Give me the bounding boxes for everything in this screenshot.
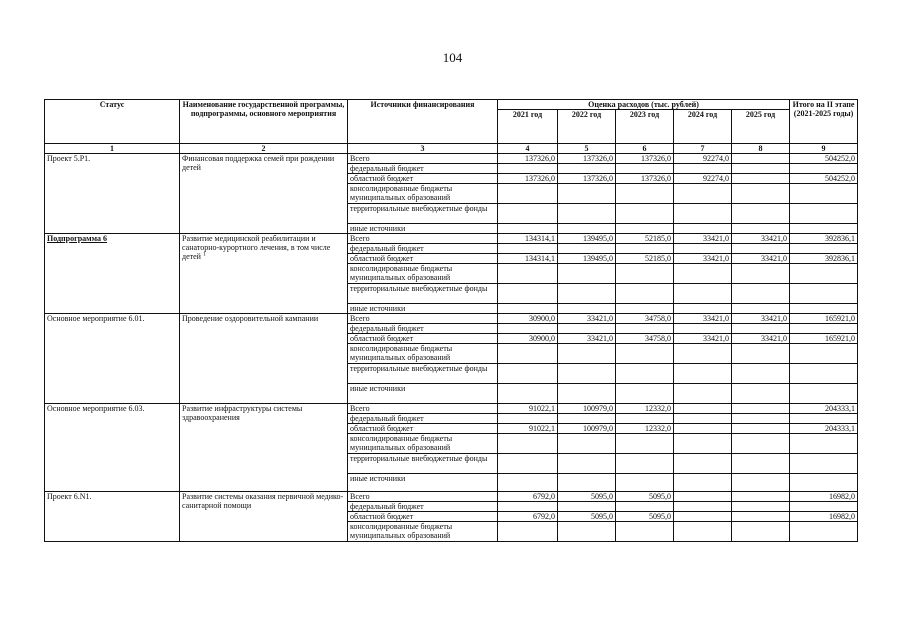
header-sources: Источники финансирования — [348, 100, 498, 144]
row-year-value — [558, 324, 616, 334]
header-name: Наименование государственной программы, подпрограммы, основного мероприятия — [180, 100, 348, 144]
row-year-value — [498, 284, 558, 304]
row-year-value — [498, 164, 558, 174]
row-year-value: 137326,0 — [498, 154, 558, 164]
program-name-text: Проведение оздоровительной кампании — [182, 314, 319, 323]
row-year-value — [732, 184, 790, 204]
row-year-value — [616, 184, 674, 204]
row-total-value — [790, 244, 858, 254]
row-year-value — [674, 264, 732, 284]
row-source: консолидированные бюджеты муниципальных образований — [348, 344, 498, 364]
row-year-value — [732, 264, 790, 284]
row-year-value — [558, 284, 616, 304]
column-number: 1 — [45, 144, 180, 154]
row-year-value — [558, 164, 616, 174]
status-text: Основное мероприятие 6.03. — [47, 404, 145, 413]
row-year-value: 33421,0 — [732, 254, 790, 264]
row-year-value — [498, 364, 558, 384]
row-year-value — [674, 474, 732, 492]
row-year-value — [558, 454, 616, 474]
header-year: 2023 год — [616, 110, 674, 144]
row-year-value — [732, 404, 790, 414]
row-year-value — [558, 522, 616, 542]
row-total-value — [790, 434, 858, 454]
row-year-value — [498, 304, 558, 314]
row-year-value — [732, 424, 790, 434]
row-year-value — [616, 244, 674, 254]
row-year-value — [732, 284, 790, 304]
row-status — [45, 404, 180, 492]
row-year-value: 33421,0 — [558, 334, 616, 344]
row-year-value — [732, 502, 790, 512]
row-year-value — [732, 414, 790, 424]
row-year-value: 12332,0 — [616, 424, 674, 434]
row-year-value — [616, 204, 674, 224]
row-year-value: 137326,0 — [498, 174, 558, 184]
status-text: Подпрограмма 6 — [47, 234, 108, 243]
row-year-value — [674, 522, 732, 542]
row-year-value: 137326,0 — [558, 174, 616, 184]
row-year-value — [616, 264, 674, 284]
row-year-value — [674, 404, 732, 414]
row-year-value — [616, 324, 674, 334]
row-year-value — [732, 434, 790, 454]
row-year-value: 12332,0 — [616, 404, 674, 414]
row-year-value: 139495,0 — [558, 234, 616, 244]
row-year-value — [732, 164, 790, 174]
status-text: Проект 5.Р1. — [47, 154, 91, 163]
row-year-value — [732, 364, 790, 384]
row-year-value: 100979,0 — [558, 424, 616, 434]
row-status — [45, 314, 180, 404]
header-year: 2025 год — [732, 110, 790, 144]
header-total: Итого на II этапе (2021-2025 годы) — [790, 100, 858, 144]
row-year-value — [674, 384, 732, 404]
row-total-value — [790, 264, 858, 284]
row-year-value: 33421,0 — [732, 334, 790, 344]
row-total-value — [790, 454, 858, 474]
row-year-value: 92274,0 — [674, 154, 732, 164]
row-year-value: 6792,0 — [498, 492, 558, 502]
row-year-value — [498, 384, 558, 404]
row-year-value — [732, 174, 790, 184]
row-source: иные источники — [348, 304, 498, 314]
row-year-value: 30900,0 — [498, 314, 558, 324]
row-total-value: 16982,0 — [790, 492, 858, 502]
row-program-name — [180, 314, 348, 404]
page-number: 104 — [442, 50, 463, 65]
row-total-value — [790, 522, 858, 542]
row-year-value — [498, 264, 558, 284]
row-year-value: 52185,0 — [616, 234, 674, 244]
row-year-value — [616, 284, 674, 304]
row-source: иные источники — [348, 224, 498, 234]
row-source: Всего — [348, 234, 498, 244]
row-year-value: 33421,0 — [674, 234, 732, 244]
row-year-value: 137326,0 — [558, 154, 616, 164]
header-estimate: Оценка расходов (тыс. рублей) — [498, 100, 790, 110]
table-row — [45, 234, 858, 244]
row-source: областной бюджет — [348, 424, 498, 434]
row-status — [45, 492, 180, 542]
table-row — [45, 492, 858, 502]
row-year-value — [498, 204, 558, 224]
row-year-value — [616, 414, 674, 424]
row-year-value — [498, 224, 558, 234]
row-total-value — [790, 184, 858, 204]
row-year-value: 33421,0 — [558, 314, 616, 324]
row-year-value — [616, 224, 674, 234]
row-year-value — [616, 364, 674, 384]
row-year-value — [674, 512, 732, 522]
row-source: Всего — [348, 404, 498, 414]
row-source: федеральный бюджет — [348, 414, 498, 424]
row-year-value — [674, 454, 732, 474]
row-source: территориальные внебюджетные фонды — [348, 454, 498, 474]
row-total-value: 165921,0 — [790, 314, 858, 324]
row-year-value — [558, 244, 616, 254]
row-year-value — [616, 384, 674, 404]
row-program-name — [180, 234, 348, 314]
row-source: областной бюджет — [348, 334, 498, 344]
row-source: Всего — [348, 154, 498, 164]
row-program-name — [180, 492, 348, 542]
row-year-value — [558, 304, 616, 314]
row-year-value — [498, 522, 558, 542]
row-year-value — [732, 492, 790, 502]
row-year-value — [732, 522, 790, 542]
row-year-value — [558, 434, 616, 454]
row-year-value — [616, 434, 674, 454]
row-year-value: 5095,0 — [616, 492, 674, 502]
row-source: Всего — [348, 492, 498, 502]
row-year-value — [616, 502, 674, 512]
row-total-value — [790, 324, 858, 334]
program-name-text: Развитие инфраструктуры системы здравоохранения — [182, 404, 303, 422]
row-year-value — [558, 414, 616, 424]
row-year-value: 30900,0 — [498, 334, 558, 344]
row-total-value: 204333,1 — [790, 424, 858, 434]
row-year-value — [498, 324, 558, 334]
row-year-value: 33421,0 — [674, 334, 732, 344]
row-source: иные источники — [348, 474, 498, 492]
row-source: областной бюджет — [348, 512, 498, 522]
row-total-value — [790, 304, 858, 314]
row-year-value: 134314,1 — [498, 254, 558, 264]
row-year-value — [674, 224, 732, 234]
row-year-value — [674, 434, 732, 454]
table-row — [45, 154, 858, 164]
row-year-value: 5095,0 — [616, 512, 674, 522]
row-year-value — [498, 414, 558, 424]
row-year-value — [558, 344, 616, 364]
row-year-value — [674, 244, 732, 254]
column-number: 4 — [498, 144, 558, 154]
row-year-value — [674, 184, 732, 204]
row-year-value: 91022,1 — [498, 404, 558, 414]
table-row — [45, 314, 858, 324]
row-year-value — [674, 492, 732, 502]
row-status — [45, 154, 180, 234]
header-year: 2021 год — [498, 110, 558, 144]
row-year-value — [498, 474, 558, 492]
row-source: иные источники — [348, 384, 498, 404]
row-source: областной бюджет — [348, 254, 498, 264]
row-year-value — [498, 184, 558, 204]
row-source: федеральный бюджет — [348, 502, 498, 512]
column-number: 6 — [616, 144, 674, 154]
row-total-value — [790, 224, 858, 234]
row-year-value — [498, 244, 558, 254]
row-year-value — [732, 454, 790, 474]
row-source: федеральный бюджет — [348, 244, 498, 254]
row-total-value: 392836,1 — [790, 234, 858, 244]
row-total-value: 392836,1 — [790, 254, 858, 264]
row-year-value — [732, 304, 790, 314]
row-year-value: 33421,0 — [732, 234, 790, 244]
footnote-marker: 1 — [202, 251, 206, 258]
row-year-value: 137326,0 — [616, 154, 674, 164]
row-year-value: 137326,0 — [616, 174, 674, 184]
row-year-value: 34758,0 — [616, 334, 674, 344]
column-number: 7 — [674, 144, 732, 154]
row-year-value — [616, 522, 674, 542]
row-year-value — [558, 204, 616, 224]
row-source: областной бюджет — [348, 174, 498, 184]
row-year-value — [558, 184, 616, 204]
status-text: Основное мероприятие 6.01. — [47, 314, 145, 323]
row-total-value — [790, 414, 858, 424]
row-source: консолидированные бюджеты муниципальных образований — [348, 522, 498, 542]
row-total-value: 504252,0 — [790, 174, 858, 184]
row-total-value: 204333,1 — [790, 404, 858, 414]
program-name-text: Развитие системы оказания первичной медико-санитарной помощи — [182, 492, 344, 510]
row-year-value: 5095,0 — [558, 492, 616, 502]
row-year-value: 33421,0 — [674, 254, 732, 264]
row-year-value: 139495,0 — [558, 254, 616, 264]
header-year: 2024 год — [674, 110, 732, 144]
row-year-value — [674, 204, 732, 224]
row-year-value — [616, 474, 674, 492]
budget-table — [44, 99, 858, 542]
row-source: территориальные внебюджетные фонды — [348, 364, 498, 384]
row-year-value — [674, 284, 732, 304]
row-program-name — [180, 404, 348, 492]
row-year-value — [674, 324, 732, 334]
row-year-value — [498, 454, 558, 474]
column-number: 3 — [348, 144, 498, 154]
header-status: Статус — [45, 100, 180, 144]
row-year-value: 91022,1 — [498, 424, 558, 434]
row-year-value — [616, 454, 674, 474]
row-year-value — [674, 164, 732, 174]
row-year-value — [732, 154, 790, 164]
row-year-value — [498, 502, 558, 512]
row-total-value: 16982,0 — [790, 512, 858, 522]
row-year-value — [558, 224, 616, 234]
row-year-value — [558, 264, 616, 284]
row-year-value — [732, 384, 790, 404]
row-source: федеральный бюджет — [348, 324, 498, 334]
status-text: Проект 6.N1. — [47, 492, 92, 501]
row-source: Всего — [348, 314, 498, 324]
row-year-value: 6792,0 — [498, 512, 558, 522]
row-year-value: 5095,0 — [558, 512, 616, 522]
header-year: 2022 год — [558, 110, 616, 144]
column-number: 8 — [732, 144, 790, 154]
row-year-value — [498, 434, 558, 454]
row-year-value — [732, 324, 790, 334]
row-year-value — [674, 424, 732, 434]
row-total-value: 504252,0 — [790, 154, 858, 164]
row-year-value — [732, 244, 790, 254]
row-total-value — [790, 204, 858, 224]
row-year-value — [616, 164, 674, 174]
row-status — [45, 234, 180, 314]
row-source: консолидированные бюджеты муниципальных образований — [348, 184, 498, 204]
table-row — [45, 404, 858, 414]
row-year-value — [616, 344, 674, 364]
row-year-value — [674, 414, 732, 424]
row-total-value — [790, 384, 858, 404]
row-year-value — [558, 502, 616, 512]
row-total-value — [790, 364, 858, 384]
row-source: территориальные внебюджетные фонды — [348, 284, 498, 304]
row-year-value: 92274,0 — [674, 174, 732, 184]
column-number: 2 — [180, 144, 348, 154]
row-year-value — [732, 512, 790, 522]
row-total-value — [790, 344, 858, 364]
row-total-value: 165921,0 — [790, 334, 858, 344]
row-total-value — [790, 474, 858, 492]
row-year-value — [558, 364, 616, 384]
row-total-value — [790, 284, 858, 304]
program-name-text: Финансовая поддержка семей при рождении детей — [182, 154, 335, 172]
row-year-value — [674, 364, 732, 384]
row-year-value: 34758,0 — [616, 314, 674, 324]
row-total-value — [790, 164, 858, 174]
row-source: федеральный бюджет — [348, 164, 498, 174]
row-year-value: 100979,0 — [558, 404, 616, 414]
row-source: территориальные внебюджетные фонды — [348, 204, 498, 224]
row-total-value — [790, 502, 858, 512]
row-year-value: 52185,0 — [616, 254, 674, 264]
row-year-value — [732, 224, 790, 234]
program-name-text: Развитие медицинской реабилитации и санаторно-курортного лечения, в том числе детей — [182, 234, 331, 261]
row-year-value — [732, 344, 790, 364]
row-year-value — [616, 304, 674, 314]
row-year-value: 134314,1 — [498, 234, 558, 244]
row-source: консолидированные бюджеты муниципальных образований — [348, 434, 498, 454]
row-year-value: 33421,0 — [732, 314, 790, 324]
row-source: консолидированные бюджеты муниципальных образований — [348, 264, 498, 284]
row-program-name — [180, 154, 348, 234]
row-year-value — [674, 344, 732, 364]
row-year-value — [732, 204, 790, 224]
row-year-value — [498, 344, 558, 364]
row-year-value — [732, 474, 790, 492]
row-year-value — [674, 502, 732, 512]
row-year-value — [558, 384, 616, 404]
column-number: 9 — [790, 144, 858, 154]
row-year-value: 33421,0 — [674, 314, 732, 324]
column-number: 5 — [558, 144, 616, 154]
row-year-value — [674, 304, 732, 314]
row-year-value — [558, 474, 616, 492]
